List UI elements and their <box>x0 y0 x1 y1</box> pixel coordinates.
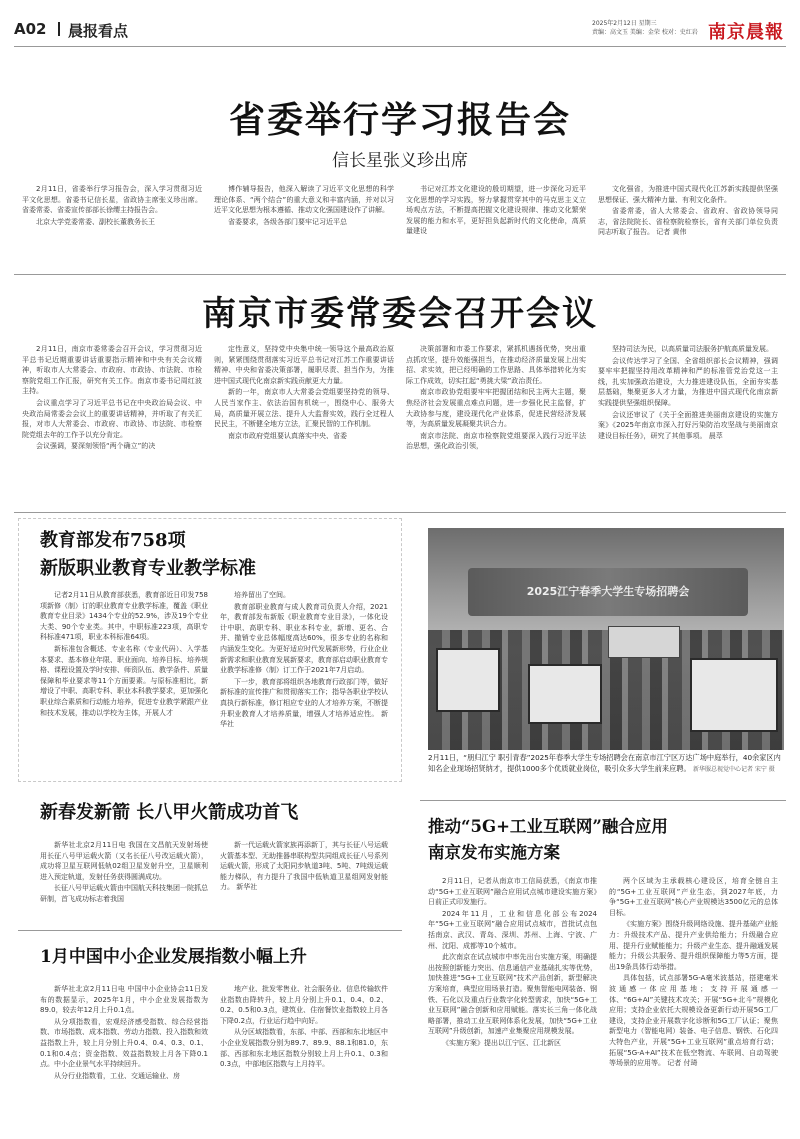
page-code: A02 <box>14 20 47 38</box>
story1-column <box>22 184 202 268</box>
story4-headline: 新春发新箭 长八甲火箭成功首飞 <box>40 802 299 823</box>
section-rule <box>14 274 786 275</box>
story3-column <box>220 590 388 772</box>
masthead-rule <box>14 46 786 47</box>
paragraph: 从分区域指数看，东部、中部、西部和东北地区中小企业发展指数分别为89.7、89.9、88.1和81.0，东部、西部和东北地区指数分别较上月上升0.1、0.3和0.3点，中部地区指数与上月持平。 <box>220 1028 388 1069</box>
story2-column <box>22 344 202 478</box>
paragraph: 会议重点学习了习近平总书记在中央政治局会议、中央政治局常委会会议上的重要讲话精神，并听取了有关汇报，对市人大常委会、市政府、市政协、市法院、市检察院党组去年的工作予以充分肯定。 <box>22 398 202 439</box>
job-fair-photo <box>428 528 784 750</box>
section-name: 晨报看点 <box>68 22 129 40</box>
section-rule <box>18 930 402 931</box>
story1-subhead: 信长星张义珍出席 <box>332 151 468 171</box>
photo-display-screen <box>436 648 500 712</box>
paragraph: 具体包括，试点部署5G-A毫米波基站，搭建毫米波通感一体应用基地；支持开展通感一体、“6G+AI”关键技术攻关；开展“5G+北斗”规模化应用；支持企业依托大规模设备更新行动开展5G工厂建设，支持企业开展数字化诊断和5G工厂认证；聚焦新型电力（智能电网）装备、电子信息、钢铁、石化四大特色产业，开展“5G+工业互联网”重点培育行动；拓展“5G-A+AI”技术在低空物流、车联网、自动驾驶等场景的应用等。 记者 付琦 <box>609 974 778 1068</box>
masthead-divider <box>58 22 60 36</box>
paragraph: 从分项指数看，宏观经济感受指数、综合经营指数、市场指数、成本指数、劳动力指数、投入指数和效益指数上升，较上月分别上升0.4、0.4、0.3、0.1、0.1和0.4点；资金指数、效益指数较上月各下降0.1点。中小企业景气水平持续回升。 <box>40 1017 208 1069</box>
story4-column <box>220 840 388 922</box>
photo-credit: 新华服总视觉中心记者 宋宁 摄 <box>692 766 775 773</box>
paragraph: 2月11日，记者从南京市工信局获悉，《南京市推动“5G+工业互联网”融合应用试点城市建设实施方案》日前正式印发施行。 <box>428 877 597 907</box>
paragraph: 2月11日，省委举行学习报告会，深入学习贯彻习近平文化思想。省委书记信长星，省政协主席张义珍出席。省委常委、省委宣传部部长徐缨主持报告会。 <box>22 185 202 215</box>
story4-column <box>40 840 208 922</box>
section-rule <box>14 512 786 513</box>
story1-body <box>22 184 778 268</box>
paragraph: 新标准包含概述、专业名称（专业代码）、入学基本要求、基本修业年限、职业面向、培养目标、培养规格、课程设置及学时安排、师资队伍、教学条件、质量保障和毕业要求等11个方面要素。与原标准相比，新增设了中职、高职专科、职业本科教学要求，更加强化职业综合素质和行动能力培养，促进专业教学紧跟产业和技术发展，推动以学校为主体，开展人才 <box>40 644 208 717</box>
paragraph: 2月11日，南京市委常委会召开会议，学习贯彻习近平总书记近期重要讲话重要指示精神和中央有关会议精神，听取市人大常委会、市政府、市政协、市法院、市检察院党组工作汇报，研究有关工作。南京市委书记周红波主持。 <box>22 345 202 396</box>
paragraph: 文化强省，为推进中国式现代化江苏新实践提供坚强思想保证、强大精神力量、有利文化条件。 <box>598 185 778 204</box>
paragraph: 新一代运载火箭家族再添新丁，其与长征八号运载火箭基本型、无助推器串联构型共同组成长征八号系列运载火箭，形成了太阳同步轨道3吨、5吨、7吨级运载能力梯队，有力提升了我国中低轨道卫星组网发射能力。 新华社 <box>220 841 388 892</box>
story6-column <box>428 876 597 1128</box>
paragraph: 北京大学党委常委、副校长董教务长王 <box>36 217 155 226</box>
story2-column <box>598 344 778 478</box>
story6-column <box>609 876 778 1128</box>
story5-column <box>220 984 388 1128</box>
paragraph: 从分行业指数看，工业、交通运输业、房 <box>54 1071 180 1080</box>
paragraph: 南京市政协党组要牢牢把握团结和民主两大主题，聚焦经济社会发展重点难点问题，进一步强化民主监督，扩大政协参与度，建设现代化产业体系，促进民营经济发展等，为高质量发展凝聚共识合力。 <box>406 388 586 429</box>
story4-body <box>40 840 388 922</box>
paragraph: 两个区域为主承载核心建设区，培育全链自主的“5G+工业互联网”产业生态，到2027年底，力争“5G+工业互联网”核心产业规模达3500亿元的总体目标。 <box>609 877 778 917</box>
story1-column <box>598 184 778 268</box>
paragraph: 会议强调，要深刻领悟“两个确立”的决 <box>36 442 156 451</box>
paragraph: 新华社北京2月11日电 我国在文昌航天发射场使用长征八号甲运载火箭（又名长征八号改运载火箭），成功将卫星互联网低轨02组卫星发射升空，卫星顺利进入预定轨道，发射任务获得圆满成功。 <box>40 841 208 881</box>
paragraph: 南京市法院、南京市检察院党组要深入践行习近平法治思想，强化政治引领， <box>406 431 586 451</box>
photo-caption-block <box>428 752 784 775</box>
paragraph: 省委要求，各级各部门要牢记习近平总 <box>228 217 347 226</box>
paragraph: 记者2月11日从教育部获悉，教育部近日印发758项新修（制）订的职业教育专业教学标准，覆盖《职业教育专业目录》1434个专业的52.9%，涉及19个专业大类、90个专业类。其中，中职标准223项，高职专科标准471项，职业本科标准64项。 <box>40 591 208 642</box>
story2-column <box>406 344 586 478</box>
paragraph: 培养留出了空间。 <box>234 591 290 599</box>
date-line: 2025年2月12日 星期三 <box>592 20 657 27</box>
story2-body <box>22 344 778 478</box>
paragraph: 2024年11月，工业和信息化部公布2024年“5G+工业互联网”融合应用试点城市，首批试点包括南京、武汉、青岛、深圳、苏州、上海、宁波、广州、沈阳、成都等10个城市。 <box>428 909 597 950</box>
paragraph: 新的一年，南京市人大常委会党组要坚持党的领导、人民当家作主、依法治国有机统一，围绕中心、服务大局，高质量开展立法、提升人大监督实效，践行全过程人民民主，不断健全地方立法，汇聚民智的工作机制。 <box>214 388 394 429</box>
story6-headline-line2: 南京发布实施方案 <box>428 843 560 862</box>
story3-body <box>40 590 388 772</box>
masthead <box>14 18 786 44</box>
paragraph: 教育部职业教育与成人教育司负责人介绍，2021年，教育部发布新版《职业教育专业目录》，一体化设计中职、高职专科、职业本科专业，新增、更名、合并、撤销专业总体幅度高达60%，很多专业的名称和内涵发生变化。为更好适应时代发展新形势，行业企业新需求和职业教育发展新要求，教育部启动职业教育专业教学标准修（制）订工作于2021年7月启动。 <box>220 602 388 675</box>
story1-headline: 省委举行学习报告会 <box>228 99 571 141</box>
paragraph: 省委常委，省人大常委会、省政府、省政协领导同志，省法院院长、省检察院检察长，省有关部门单位负责同志听取了报告。 记者 黄伟 <box>598 207 778 237</box>
paragraph: 坚持司法为民，以高质量司法服务护航高质量发展。 <box>612 345 773 353</box>
story2-column <box>214 344 394 478</box>
photo-banner: 2025江宁春季大学生专场招聘会 <box>468 568 748 616</box>
paragraph: 此次南京在试点城市中率先出台实施方案，明确提出按照创新能力突出、信息通信产业基础扎实等优势，加快推进“5G+工业互联网”技术产品创新，新型解决方案培育，典型应用场景打造。聚焦智能电网装备、钢铁、石化以及重点行业数字化转型需求，加快“5G+工业互联网”融合创新和应用赋能。落实长三角一体化战略部署，推动工业互联网体系化发展，加快“5G+工业互联网”升级创新，加速产业集聚应用规模发展。 <box>428 953 597 1036</box>
paragraph: 长征八号甲运载火箭由中国航天科技集团一院抓总研制，首飞成功标志着我国 <box>40 884 208 903</box>
paragraph: 决策部署和市委工作要求，紧抓机遇扬优势，突出重点抓攻坚，提升效能强担当，在推动经济质量发展上出实招、求实效，把已经明确的工作思路、具体举措转化为实际工作成效，切实扛起“勇挑大梁”政治责任。 <box>406 345 586 385</box>
story1-column <box>406 184 586 268</box>
paragraph: 博作辅导报告，他深入解读了习近平文化思想的科学理论体系、“两个结合”的重大意义和丰富内涵，并对以习近平文化思想为根本遵循、推动文化强国建设作了讲解。 <box>214 185 394 215</box>
story6-headline-line1: 推动“5G+工业互联网”融合应用 <box>428 817 668 836</box>
story5-headline: 1月中国中小企业发展指数小幅上升 <box>40 947 307 967</box>
paragraph: 会议还审议了《关于全面推进美丽南京建设的实施方案》《2025年南京市深入打好污染防治攻坚战与美丽南京建设目标任务》，研究了其他事项。 晨萃 <box>598 410 778 440</box>
story5-body <box>40 984 388 1128</box>
newspaper-logo: 南京晨報 <box>708 22 784 43</box>
story5-column <box>40 984 208 1128</box>
photo-display-screen <box>528 664 602 724</box>
paragraph: 新华社北京2月11日电 中国中小企业协会11日发布的数据显示，2025年1月，中小企业发展指数为89.0，较去年12月上升0.1点。 <box>40 985 208 1015</box>
story1-column <box>214 184 394 268</box>
paragraph: 《实施方案》围绕升级网络设施、提升基础产业能力：升级技术产品、提升产业供给能力；升级融合应用、提升行业赋能能力；升级产业生态、提升融通发展能力；升级公共服务、提升组织保障能力等5方面，提出19条具体行动举措。 <box>609 920 778 971</box>
paragraph: 下一步，教育部将组织各地教育行政部门等，做好新标准的宣传推广和贯彻落实工作；指导各职业学校认真执行新标准，修订相应专业的人才培养方案，不断提升职业教育人才培养质量，增强人才培养适应性。 新华社 <box>220 677 388 729</box>
story3-headline-line2: 新版职业教育专业教学标准 <box>40 558 256 579</box>
photo-display-screen <box>690 658 778 732</box>
section-rule <box>420 800 786 801</box>
story3-headline-line1: 教育部发布758项 <box>40 530 186 551</box>
paragraph: 地产业、批发零售业、社会服务业、信息传输软件业指数由降转升，较上月分别上升0.1、0.4、0.2、0.2、0.5和0.3点，建筑业、住宿餐饮业指数较上月各下降0.2点，行业运行趋中向好。 <box>220 985 388 1025</box>
story3-column <box>40 590 208 772</box>
photo-booth <box>608 626 680 658</box>
paragraph: 《实施方案》提出以江宁区、江北新区 <box>442 1038 561 1047</box>
edition-info <box>592 19 698 37</box>
story6-body <box>428 876 778 1128</box>
paragraph: 书记对江苏文化建设的殷切期望，进一步深化习近平文化思想的学习实践，努力掌握贯穿其中的马克思主义立场观点方法，不断提高把握文化建设规律、推动文化繁荣发展的能力和水平，更好担负起新时代的文化使命，高质量建设 <box>406 185 586 236</box>
photo-caption: 2月11日，“朋归江宁 职引青春”2025年春季大学生专场招聘会在南京市江宁区万达广场中庭举行，40余家区内知名企业现场招贤纳才，提供1000多个优质就业岗位，吸引众多大学生前来应聘。 <box>428 753 781 773</box>
staff-line: 责编：高文玉 美编：金荣 校对：史红岩 <box>592 29 698 36</box>
story2-headline: 南京市委常委会召开会议 <box>202 294 598 334</box>
paragraph: 会议传达学习了全国、全省组织部长会议精神，强调要牢牢把握坚持用改革精神和严的标准管党治党这一主线，扎实加强政治建设，大力推进建设队伍，全面夯实基层基础，集聚更多人才力量，为推进中国式现代化南京新实践提供坚强组织保障。 <box>598 356 778 407</box>
paragraph: 定性意义，坚持党中央集中统一领导这个最高政治原则，紧紧围绕贯彻落实习近平总书记对江苏工作重要讲话精神、中央和省委决策部署，履职尽责、担当作为，为推进中国式现代化南京新实践贡献更大力量。 <box>214 345 394 385</box>
paragraph: 南京市政府党组要认真落实中央、省委 <box>228 431 347 440</box>
